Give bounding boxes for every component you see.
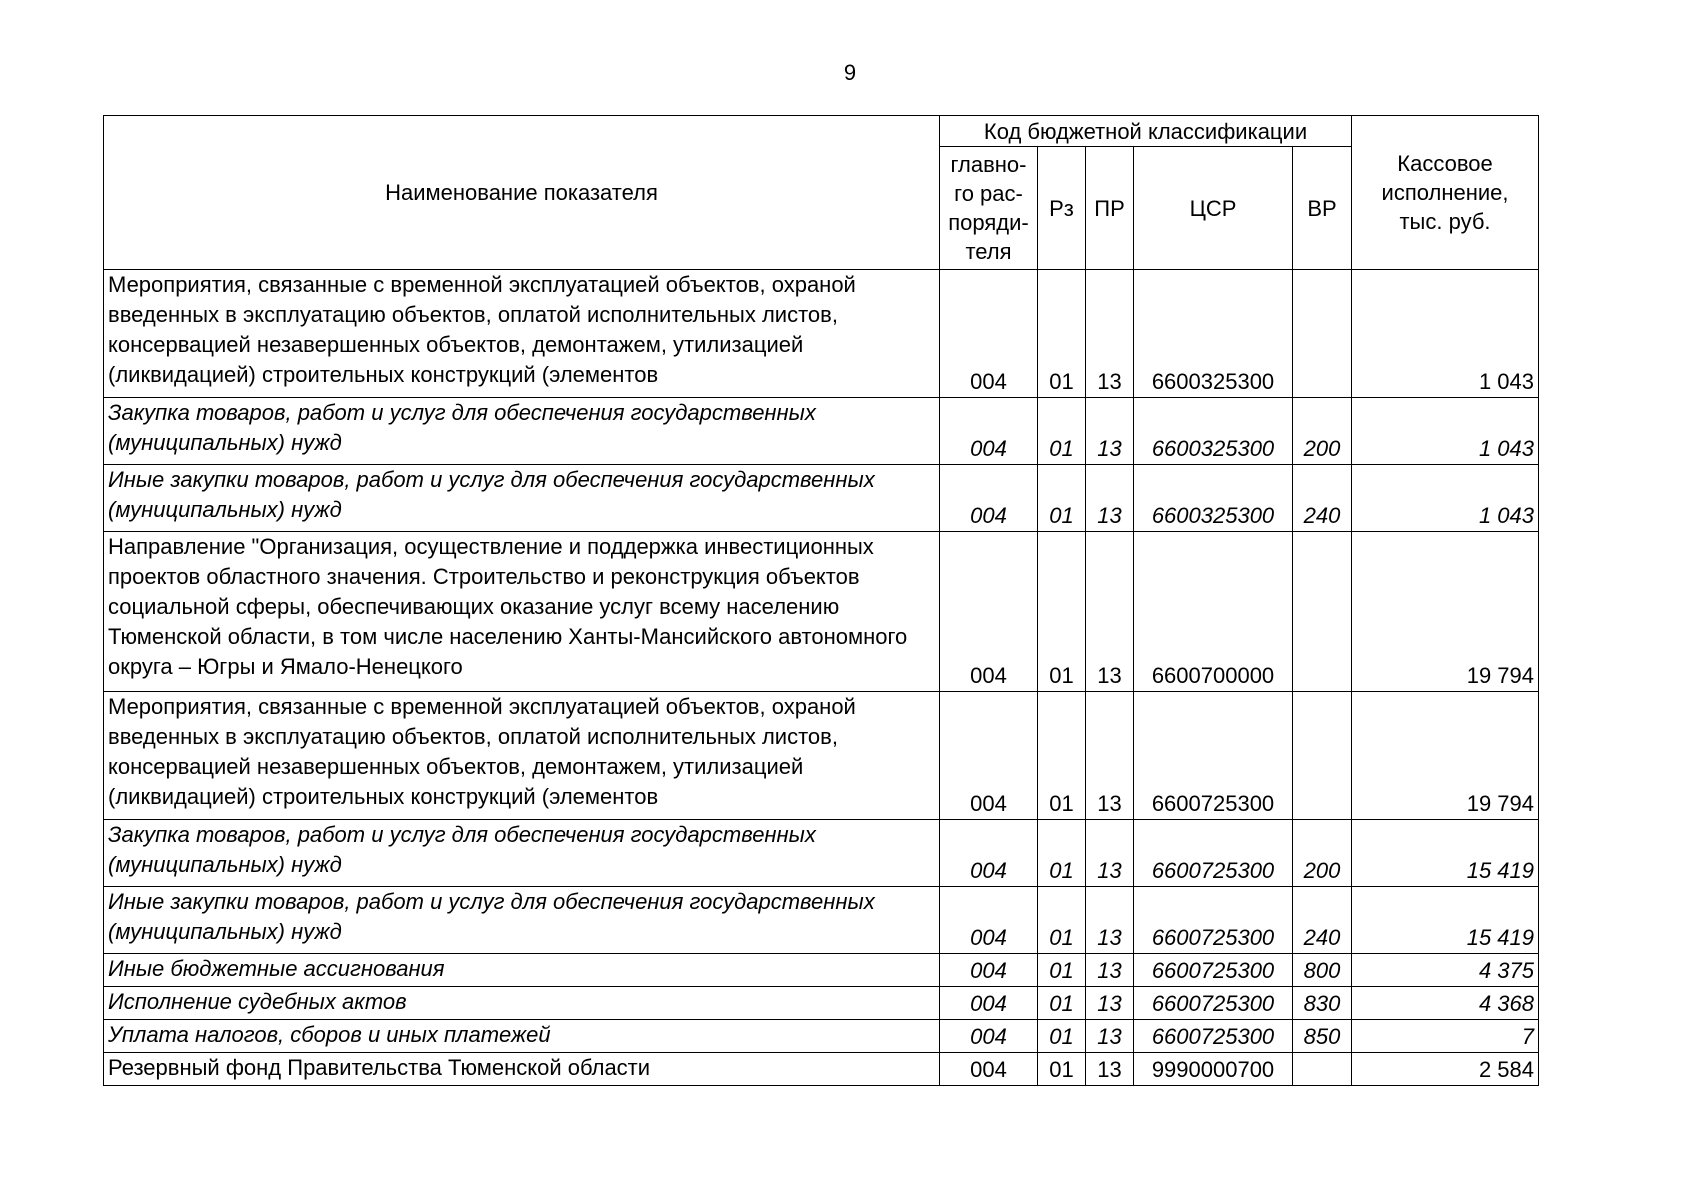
header-pr: ПР [1086, 147, 1134, 270]
cell-rz: 01 [1038, 465, 1086, 532]
row-name: Уплата налогов, сборов и иных платежей [104, 1020, 940, 1053]
cell-gr: 004 [940, 398, 1038, 465]
table-row [104, 820, 1539, 887]
row-name: Исполнение судебных актов [104, 987, 940, 1020]
cell-csr: 6600725300 [1134, 987, 1293, 1020]
cell-vr [1293, 1053, 1352, 1086]
row-name: Иные закупки товаров, работ и услуг для обеспечения государственных (муниципальных) нужд [104, 465, 940, 532]
cell-csr: 6600725300 [1134, 954, 1293, 987]
header-vr: ВР [1293, 147, 1352, 270]
cell-csr: 6600725300 [1134, 887, 1293, 954]
cell-csr: 6600325300 [1134, 270, 1293, 398]
cell-gr: 004 [940, 270, 1038, 398]
cell-rz: 01 [1038, 692, 1086, 820]
cell-gr: 004 [940, 532, 1038, 692]
header-csr: ЦСР [1134, 147, 1293, 270]
row-name: Закупка товаров, работ и услуг для обеспечения государственных (муниципальных) нужд [104, 398, 940, 465]
cell-amount: 1 043 [1352, 270, 1539, 398]
row-name: Иные закупки товаров, работ и услуг для обеспечения государственных (муниципальных) нужд [104, 887, 940, 954]
cell-amount: 15 419 [1352, 820, 1539, 887]
cell-rz: 01 [1038, 398, 1086, 465]
cell-vr [1293, 692, 1352, 820]
cell-vr: 200 [1293, 820, 1352, 887]
cell-pr: 13 [1086, 1053, 1134, 1086]
header-amount: Кассовое исполнение, тыс. руб. [1352, 116, 1539, 270]
cell-rz: 01 [1038, 887, 1086, 954]
cell-gr: 004 [940, 692, 1038, 820]
cell-pr: 13 [1086, 820, 1134, 887]
header-name: Наименование показателя [104, 116, 940, 270]
row-name: Направление "Организация, осуществление и поддержка инвестиционных проектов областного значения. Строительство и реконструкция объектов социальной сферы, обеспечивающих оказание услуг всему населению Тюменской области, в том числе населению Ханты-Мансийского автономного округа – Югры и Ямало-Ненецкого [108, 534, 908, 679]
cell-pr: 13 [1086, 398, 1134, 465]
cell-vr: 240 [1293, 465, 1352, 532]
cell-pr: 13 [1086, 1020, 1134, 1053]
cell-gr: 004 [940, 465, 1038, 532]
cell-amount: 7 [1352, 1020, 1539, 1053]
cell-gr: 004 [940, 1020, 1038, 1053]
cell-amount: 19 794 [1352, 692, 1539, 820]
cell-amount: 15 419 [1352, 887, 1539, 954]
cell-amount: 1 043 [1352, 465, 1539, 532]
page-number: 9 [843, 60, 857, 85]
cell-vr: 800 [1293, 954, 1352, 987]
table-row [104, 954, 1539, 987]
cell-csr: 6600325300 [1134, 398, 1293, 465]
cell-amount: 2 584 [1352, 1053, 1539, 1086]
cell-csr: 6600725300 [1134, 692, 1293, 820]
cell-rz: 01 [1038, 532, 1086, 692]
row-name: Резервный фонд Правительства Тюменской области [104, 1053, 940, 1086]
cell-rz: 01 [1038, 954, 1086, 987]
cell-csr: 6600725300 [1134, 820, 1293, 887]
cell-pr: 13 [1086, 532, 1134, 692]
header-rz: Рз [1038, 147, 1086, 270]
table-row [104, 692, 1539, 820]
cell-gr: 004 [940, 887, 1038, 954]
cell-pr: 13 [1086, 692, 1134, 820]
cell-pr: 13 [1086, 270, 1134, 398]
cell-amount: 19 794 [1352, 532, 1539, 692]
cell-vr: 200 [1293, 398, 1352, 465]
cell-vr [1293, 532, 1352, 692]
cell-vr: 830 [1293, 987, 1352, 1020]
cell-csr: 9990000700 [1134, 1053, 1293, 1086]
table-row [104, 398, 1539, 465]
cell-amount: 4 375 [1352, 954, 1539, 987]
cell-gr: 004 [940, 954, 1038, 987]
table-row [104, 887, 1539, 954]
cell-vr [1293, 270, 1352, 398]
row-name: Мероприятия, связанные с временной эксплуатацией объектов, охраной введенных в эксплуатацию объектов, оплатой исполнительных листов, консервацией незавершенных объектов, демонтажем, утилизацией (ликвидацией) строительных конструкций (элементов [108, 694, 856, 809]
cell-pr: 13 [1086, 954, 1134, 987]
cell-pr: 13 [1086, 465, 1134, 532]
table-row [104, 270, 1539, 398]
table-row [104, 465, 1539, 532]
budget-table [103, 115, 1539, 1086]
cell-pr: 13 [1086, 887, 1134, 954]
row-name: Закупка товаров, работ и услуг для обеспечения государственных (муниципальных) нужд [104, 820, 940, 887]
cell-gr: 004 [940, 820, 1038, 887]
cell-amount: 4 368 [1352, 987, 1539, 1020]
table-row [104, 987, 1539, 1020]
cell-vr: 850 [1293, 1020, 1352, 1053]
table-row [104, 1020, 1539, 1053]
cell-csr: 6600325300 [1134, 465, 1293, 532]
cell-gr: 004 [940, 1053, 1038, 1086]
cell-vr: 240 [1293, 887, 1352, 954]
cell-rz: 01 [1038, 270, 1086, 398]
cell-rz: 01 [1038, 1020, 1086, 1053]
table-row [104, 532, 1539, 692]
cell-rz: 01 [1038, 1053, 1086, 1086]
cell-pr: 13 [1086, 987, 1134, 1020]
row-name: Иные бюджетные ассигнования [104, 954, 940, 987]
header-code-group: Код бюджетной классификации [940, 116, 1352, 147]
cell-rz: 01 [1038, 987, 1086, 1020]
table-row [104, 1053, 1539, 1086]
cell-csr: 6600725300 [1134, 1020, 1293, 1053]
cell-csr: 6600700000 [1134, 532, 1293, 692]
cell-amount: 1 043 [1352, 398, 1539, 465]
header-main-manager: главно-го рас-поряди-теля [940, 147, 1038, 270]
row-name: Мероприятия, связанные с временной эксплуатацией объектов, охраной введенных в эксплуатацию объектов, оплатой исполнительных листов, консервацией незавершенных объектов, демонтажем, утилизацией (ликвидацией) строительных конструкций (элементов [108, 272, 856, 387]
cell-rz: 01 [1038, 820, 1086, 887]
cell-gr: 004 [940, 987, 1038, 1020]
